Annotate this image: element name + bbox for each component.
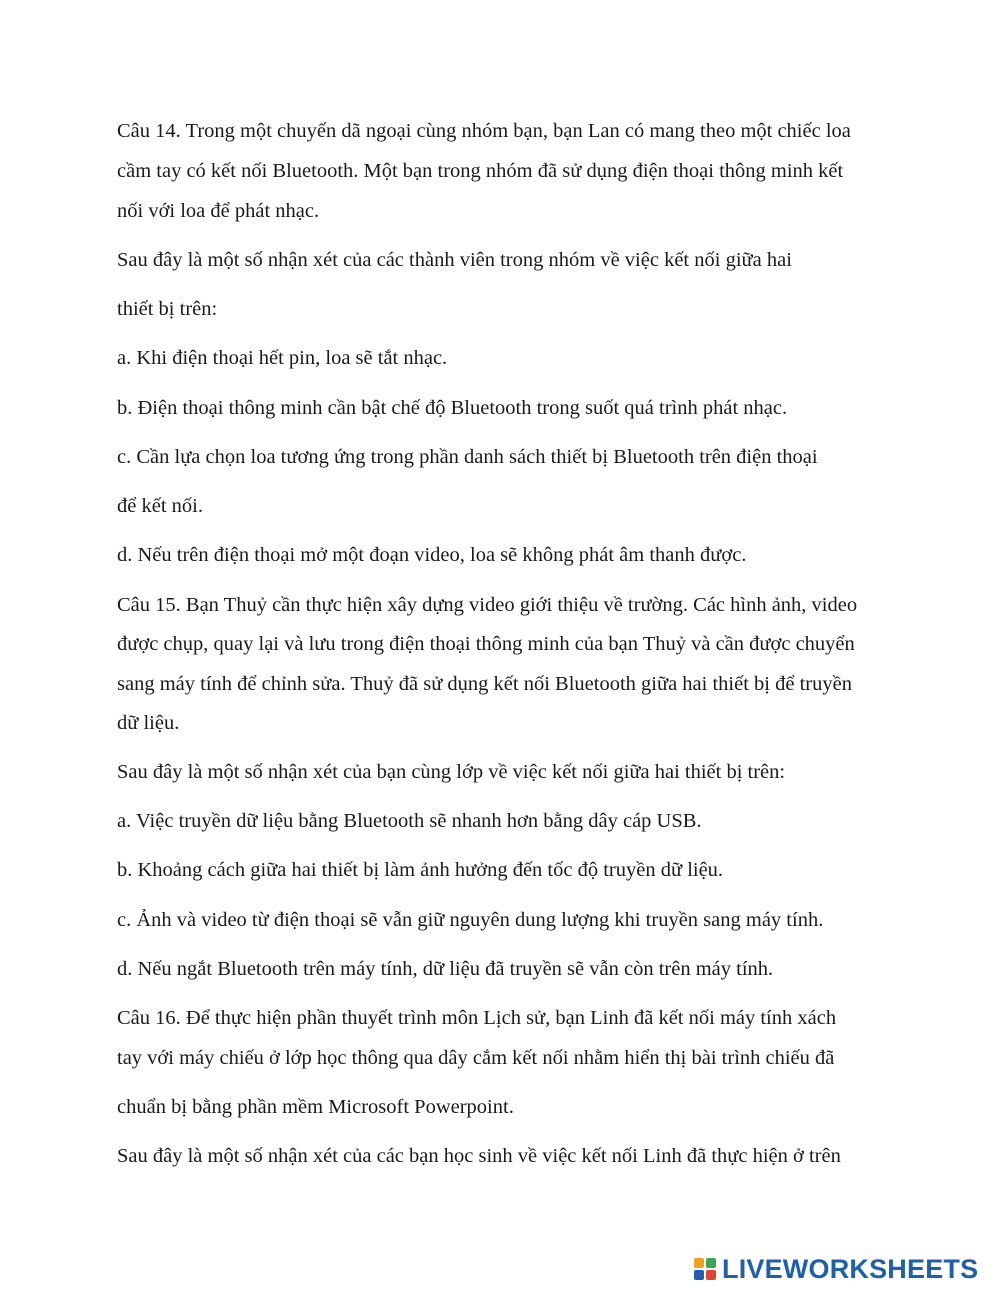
text-line: được chụp, quay lại và lưu trong điện thoại thông minh của bạn Thuỷ và cần được chuyển: [117, 633, 855, 655]
text-line: Câu 15. Bạn Thuỷ cần thực hiện xây dựng video giới thiệu về trường. Các hình ảnh, video: [117, 594, 858, 616]
text-line: thiết bị trên:: [117, 298, 218, 320]
liveworksheets-logo-icon: [694, 1258, 716, 1280]
text-line: a. Khi điện thoại hết pin, loa sẽ tắt nhạc.: [117, 347, 448, 369]
text-line: Câu 16. Để thực hiện phần thuyết trình môn Lịch sử, bạn Linh đã kết nối máy tính xách: [117, 1007, 837, 1029]
watermark-text: LIVEWORKSHEETS: [722, 1253, 979, 1284]
text-line: để kết nối.: [117, 495, 203, 517]
text-line: b. Điện thoại thông minh cần bật chế độ Bluetooth trong suốt quá trình phát nhạc.: [117, 397, 788, 419]
text-line: Sau đây là một số nhận xét của bạn cùng lớp về việc kết nối giữa hai thiết bị trên:: [117, 761, 786, 783]
text-line: a. Việc truyền dữ liệu bằng Bluetooth sẽ nhanh hơn bằng dây cáp USB.: [117, 810, 702, 832]
text-line: d. Nếu trên điện thoại mở một đoạn video, loa sẽ không phát âm thanh được.: [117, 544, 747, 566]
text-line: d. Nếu ngắt Bluetooth trên máy tính, dữ liệu đã truyền sẽ vẫn còn trên máy tính.: [117, 958, 774, 980]
text-line: b. Khoảng cách giữa hai thiết bị làm ảnh hưởng đến tốc độ truyền dữ liệu.: [117, 859, 724, 881]
text-line: cầm tay có kết nối Bluetooth. Một bạn trong nhóm đã sử dụng điện thoại thông minh kết: [117, 160, 844, 182]
text-line: nối với loa để phát nhạc.: [117, 200, 320, 222]
text-line: c. Ảnh và video từ điện thoại sẽ vẫn giữ nguyên dung lượng khi truyền sang máy tính.: [117, 909, 824, 931]
text-line: Sau đây là một số nhận xét của các thành viên trong nhóm về việc kết nối giữa hai: [117, 249, 792, 271]
text-line: dữ liệu.: [117, 712, 180, 734]
text-line: chuẩn bị bằng phần mềm Microsoft Powerpoint.: [117, 1096, 514, 1118]
text-line: Câu 14. Trong một chuyến dã ngoại cùng nhóm bạn, bạn Lan có mang theo một chiếc loa: [117, 120, 851, 142]
text-line: tay với máy chiếu ở lớp học thông qua dây cắm kết nối nhằm hiển thị bài trình chiếu đã: [117, 1047, 835, 1069]
liveworksheets-watermark[interactable]: [694, 1254, 978, 1284]
text-line: c. Cần lựa chọn loa tương ứng trong phần danh sách thiết bị Bluetooth trên điện thoại: [117, 446, 818, 468]
text-line: sang máy tính để chỉnh sửa. Thuỷ đã sử dụng kết nối Bluetooth giữa hai thiết bị để truyền: [117, 673, 852, 695]
text-line: Sau đây là một số nhận xét của các bạn học sinh về việc kết nối Linh đã thực hiện ở trên: [117, 1145, 841, 1167]
